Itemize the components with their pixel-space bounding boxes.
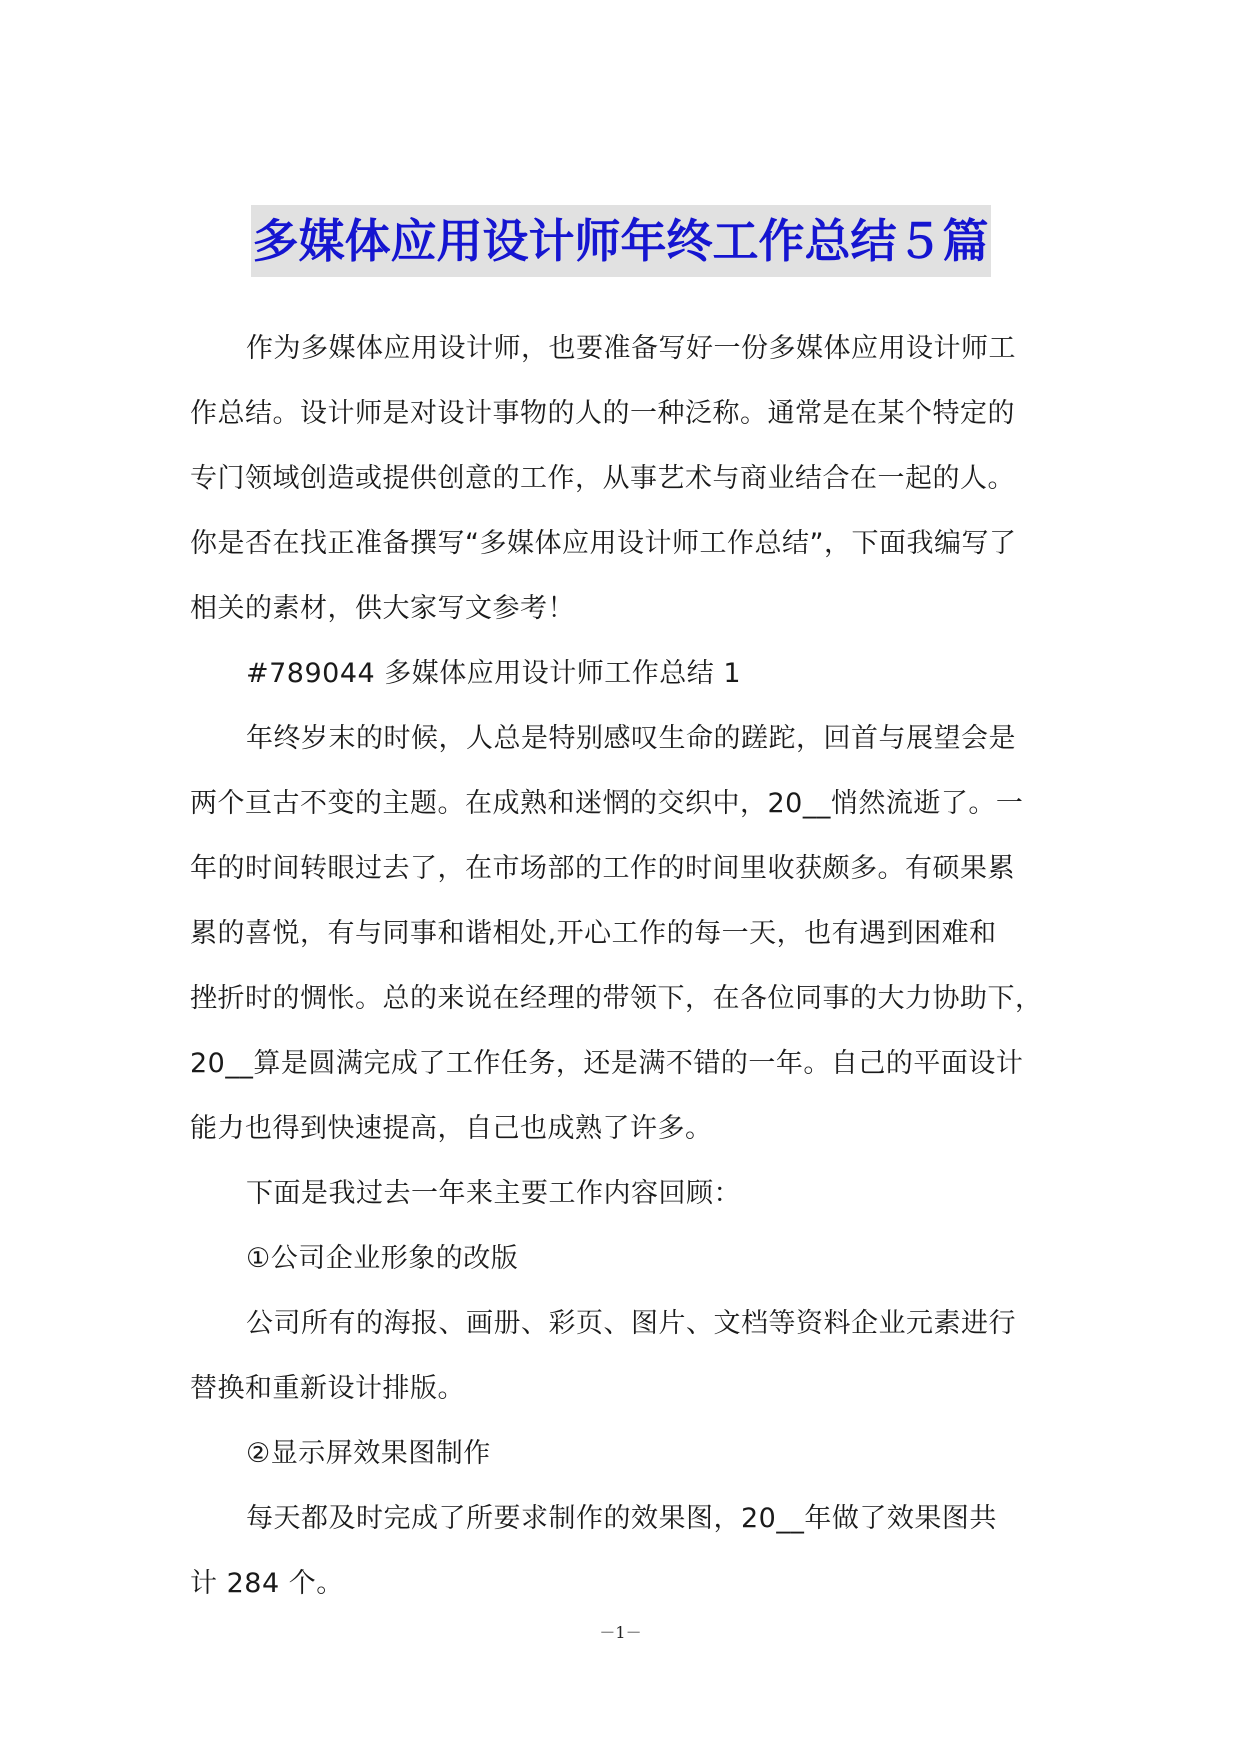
text-line: 替换和重新设计排版。 [190,1373,465,1404]
paragraph-intro [190,316,1062,641]
list-item-heading-2 [190,1421,1062,1486]
paragraph-review-intro [190,1161,1062,1226]
text-line: ①公司企业形象的改版 [246,1243,519,1274]
text-line: 下面是我过去一年来主要工作内容回顾： [246,1178,741,1209]
text-line: 相关的素材，供大家写文参考！ [190,593,575,624]
text-line: 年终岁末的时候，人总是特别感叹生命的蹉跎，回首与展望会是 [246,723,1016,754]
text-line: 挫折时的惆怅。总的来说在经理的带领下，在各位同事的大力协助下， [190,983,1043,1014]
text-line: 你是否在找正准备撰写“多媒体应用设计师工作总结”，下面我编写了 [190,528,1017,559]
text-line: 累的喜悦，有与同事和谐相处,开心工作的每一天，也有遇到困难和 [190,918,997,949]
text-line: 20__算是圆满完成了工作任务，还是满不错的一年。自己的平面设计 [190,1048,1024,1079]
text-line: 计 284 个。 [190,1568,344,1599]
title-container [0,205,1241,277]
text-line: 作为多媒体应用设计师，也要准备写好一份多媒体应用设计师工 [246,333,1016,364]
document-title: 多媒体应用设计师年终工作总结５篇 [251,205,991,277]
text-line: #789044 多媒体应用设计师工作总结 1 [246,658,742,689]
list-item-heading-1 [190,1226,1062,1291]
text-line: 每天都及时完成了所要求制作的效果图，20__年做了效果图共 [246,1503,997,1534]
section-heading-1 [190,641,1062,706]
text-line: 公司所有的海报、画册、彩页、图片、文档等资料企业元素进行 [246,1308,1016,1339]
text-line: 年的时间转眼过去了，在市场部的工作的时间里收获颇多。有硕果累 [190,853,1015,884]
text-line: 能力也得到快速提高，自己也成熟了许多。 [190,1113,713,1144]
document-body [190,316,1062,1616]
text-line: 两个亘古不变的主题。在成熟和迷惘的交织中，20__悄然流逝了。一 [190,788,1024,819]
paragraph-item-1 [190,1291,1062,1421]
text-line: 专门领域创造或提供创意的工作，从事艺术与商业结合在一起的人。 [190,463,1015,494]
page-number: －1－ [599,1623,642,1642]
text-line: ②显示屏效果图制作 [246,1438,491,1469]
paragraph-review [190,706,1062,1161]
paragraph-item-2 [190,1486,1062,1616]
text-line: 作总结。设计师是对设计事物的人的一种泛称。通常是在某个特定的 [190,398,1015,429]
